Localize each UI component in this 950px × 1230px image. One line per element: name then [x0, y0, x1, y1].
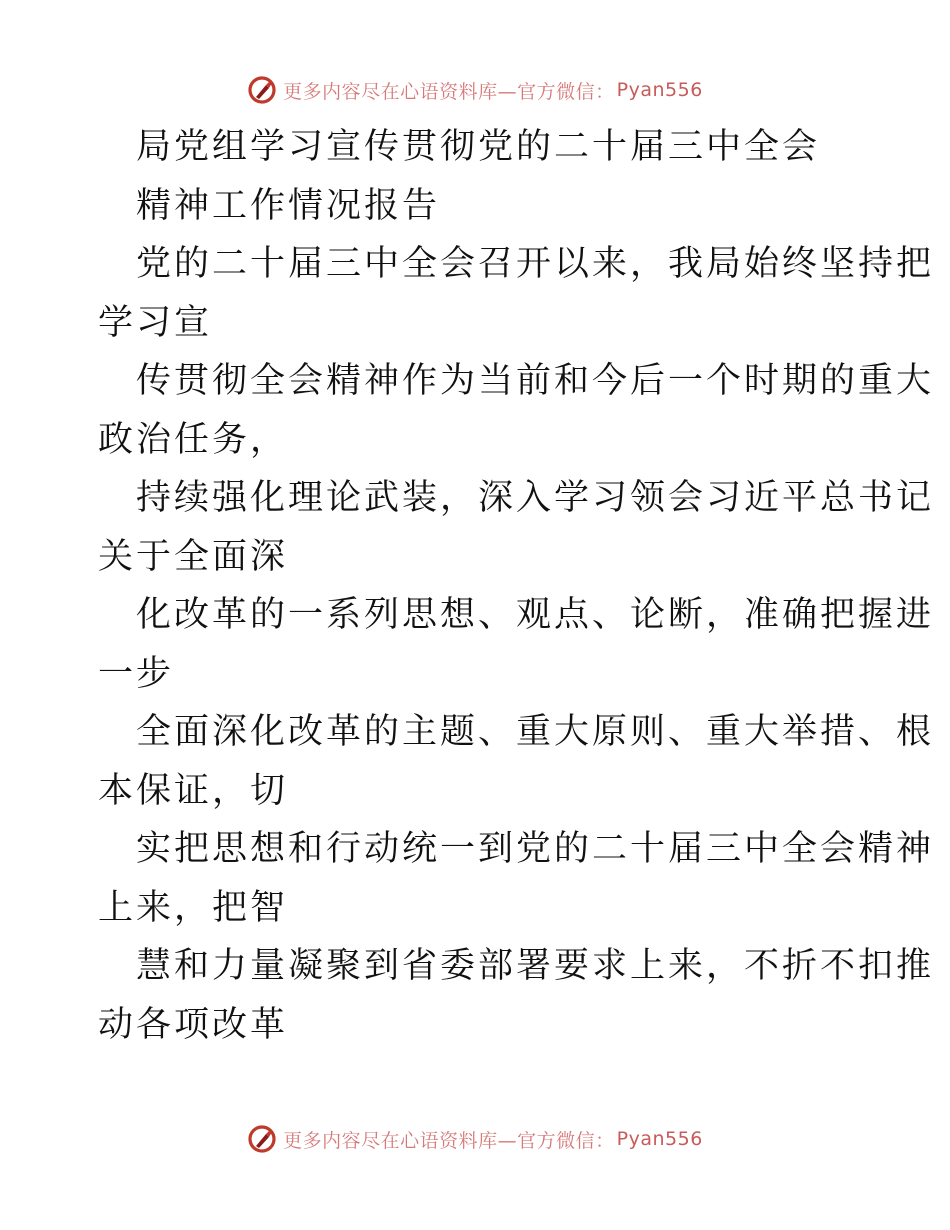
paragraph-line: 传贯彻全会精神作为当前和今后一个时期的重大 — [136, 361, 935, 401]
watermark-footer — [0, 1119, 950, 1159]
watermark-id: Pyan556 — [616, 1128, 703, 1150]
paragraph-line: 慧和力量凝聚到省委部署要求上来，不折不扣推 — [136, 946, 935, 986]
watermark-text: 更多内容尽在心语资料库—官方微信： — [283, 80, 615, 103]
paragraph-line: 动各项改革 — [98, 1004, 289, 1045]
paragraph-line: 党的二十届三中全会召开以来，我局始终坚持把 — [136, 244, 935, 284]
watermark-id: Pyan556 — [616, 79, 703, 101]
paragraph-line: 本保证，切 — [98, 770, 289, 811]
document-title-line-1: 局党组学习宣传贯彻党的二十届三中全会 — [136, 127, 821, 167]
paragraph-line: 全面深化改革的主题、重大原则、重大举措、根 — [136, 712, 935, 752]
paragraph-line: 持续强化理论武装，深入学习领会习近平总书记 — [136, 478, 935, 518]
paragraph-line: 一步 — [98, 653, 175, 694]
paragraph-line: 化改革的一系列思想、观点、论断，准确把握进 — [136, 595, 935, 635]
paragraph-line: 政治任务， — [98, 419, 289, 460]
watermark-text: 更多内容尽在心语资料库—官方微信： — [283, 1129, 615, 1152]
document-title-line-2: 精神工作情况报告 — [136, 185, 441, 226]
paragraph-line: 实把思想和行动统一到党的二十届三中全会精神 — [136, 829, 935, 869]
paragraph-line: 上来，把智 — [98, 887, 289, 928]
paragraph-line: 关于全面深 — [98, 536, 289, 577]
paragraph-line: 学习宣 — [98, 302, 213, 343]
watermark-header — [0, 70, 950, 110]
pen-nib-circle-icon — [247, 1124, 277, 1154]
pen-nib-circle-icon — [247, 75, 277, 105]
document-body — [98, 118, 935, 1054]
